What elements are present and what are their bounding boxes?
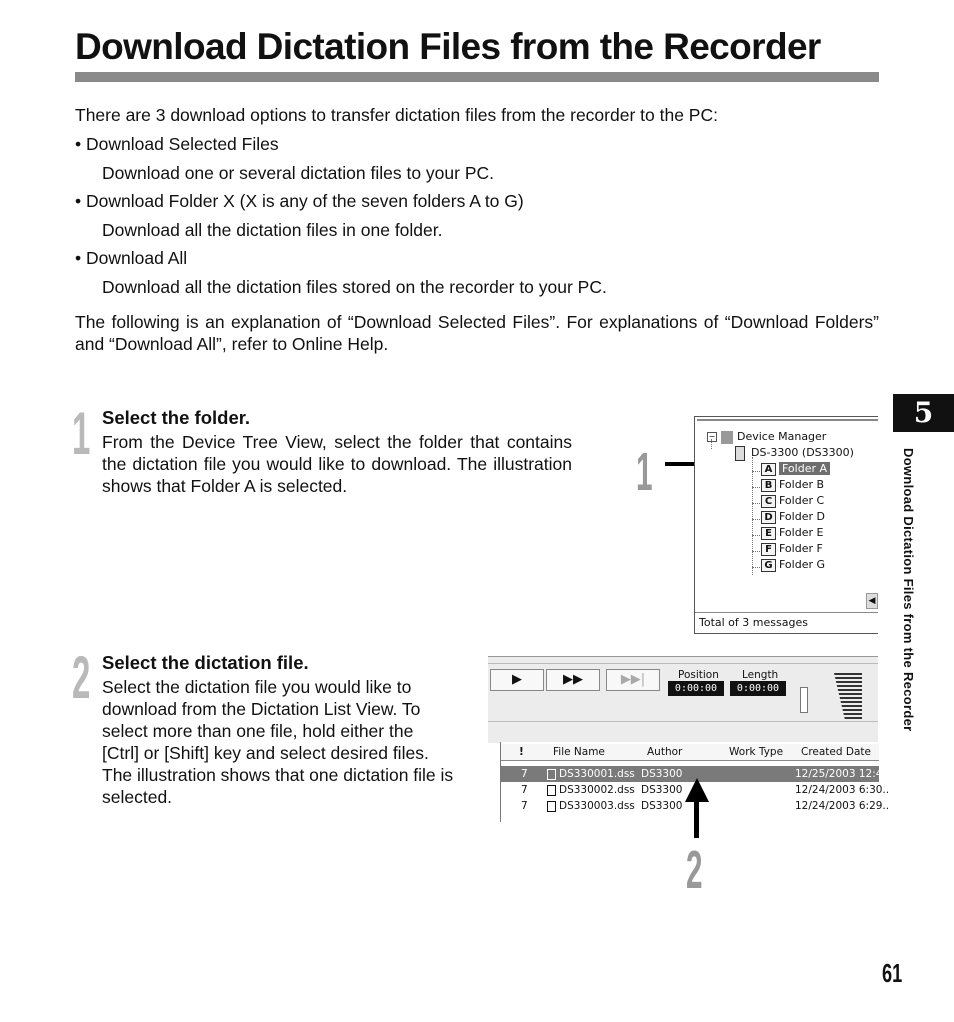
step-number: 2 (72, 644, 91, 711)
folder-icon: B (761, 479, 776, 492)
folder-icon: A (761, 463, 776, 476)
length-display: 0:00:00 (730, 681, 786, 696)
tree-label: Folder D (779, 510, 825, 523)
option-description: Download one or several dictation files to your PC. (102, 163, 495, 183)
folder-icon: E (761, 527, 776, 540)
step-body: Select the dictation file you would like to download from the Dictation List View. To select more than one file, hold either the [Ctrl] or [Shift] key and select desired files. The illustration shows that one dictation file is selected. (102, 677, 454, 807)
tree-item-folder-a[interactable] (761, 461, 830, 477)
cell-file-name: DS330003.dss (547, 798, 635, 814)
step-heading: Select the dictation file. (102, 652, 309, 673)
tree-item-device-manager[interactable] (707, 429, 826, 445)
tree-label: Folder A (779, 462, 830, 475)
position-display: 0:00:00 (668, 681, 724, 696)
column-header-author[interactable]: Author (647, 746, 683, 758)
step-heading: Select the folder. (102, 407, 251, 428)
tree-label: Folder F (779, 542, 823, 555)
position-label: Position (678, 669, 719, 681)
volume-meter-icon (834, 673, 862, 721)
column-header-priority[interactable]: ! (519, 746, 524, 758)
tree-item-folder-c[interactable] (761, 493, 824, 509)
dictation-list-view (488, 656, 890, 822)
cell-author: DS3300 (641, 784, 683, 796)
arrow-head-icon (685, 778, 709, 802)
folder-icon: C (761, 495, 776, 508)
tree-label: Folder E (779, 526, 824, 539)
play-button[interactable]: ▶ (490, 669, 544, 691)
cell-priority: 7 (521, 768, 528, 780)
option-description: Download all the dictation files in one folder. (102, 220, 443, 240)
folder-icon: D (761, 511, 776, 524)
fast-forward-button[interactable]: ▶▶ (546, 669, 600, 691)
tree-body (697, 419, 878, 607)
scroll-left-arrow-icon[interactable]: ◀ (866, 593, 878, 609)
tree-item-device[interactable] (735, 445, 854, 461)
tree-label: Folder B (779, 478, 825, 491)
column-header-work-type[interactable]: Work Type (729, 746, 784, 758)
tree-item-folder-d[interactable] (761, 509, 825, 525)
cell-priority: 7 (521, 784, 528, 796)
playback-toolbar (488, 656, 878, 743)
length-label: Length (742, 669, 779, 681)
audio-file-icon (547, 769, 556, 780)
tree-item-folder-b[interactable] (761, 477, 824, 493)
skip-end-button[interactable]: ▶▶| (606, 669, 660, 691)
option-bullet: • Download Folder X (X is any of the seven folders A to G) (75, 191, 524, 211)
section-side-label: Download Dictation Files from the Recorder (901, 448, 916, 732)
audio-file-icon (547, 785, 556, 796)
folder-icon: G (761, 559, 776, 572)
intro-text: There are 3 download options to transfer dictation files from the recorder to the PC: (75, 105, 718, 125)
device-tree-view (694, 416, 878, 634)
slider-icon[interactable] (800, 687, 808, 713)
recorder-icon (735, 446, 745, 461)
explanation-text: The following is an explanation of “Download Selected Files”. For explanations of “Download Folders” and “Download All”, refer to Online Help. (75, 312, 879, 354)
toolbar-top-strip (488, 657, 878, 664)
chapter-tab: 5 (893, 394, 954, 432)
option-bullet: • Download All (75, 248, 188, 268)
tree-item-folder-f[interactable] (761, 541, 823, 557)
device-manager-icon (721, 431, 733, 444)
toolbar-divider (488, 721, 878, 722)
page-number: 61 (882, 958, 903, 988)
list-header (501, 744, 879, 761)
tree-item-folder-e[interactable] (761, 525, 823, 541)
audio-file-icon (547, 801, 556, 812)
title-underline (75, 72, 879, 82)
cell-priority: 7 (521, 800, 528, 812)
option-description: Download all the dictation files stored on the recorder to your PC. (102, 277, 607, 297)
cell-file-name: DS330002.dss (547, 782, 635, 798)
cell-created-date: 12/24/2003 6:29.. (795, 800, 890, 812)
cell-file-name: DS330001.dss (547, 766, 635, 782)
callout-arrow (694, 800, 699, 838)
callout-number: 2 (686, 840, 703, 900)
folder-icon: F (761, 543, 776, 556)
status-bar: Total of 3 messages (695, 612, 878, 633)
cell-created-date: 12/25/2003 12:4.. (795, 768, 890, 780)
column-header-file-name[interactable]: File Name (553, 746, 605, 758)
tree-item-folder-g[interactable] (761, 557, 825, 573)
cell-author: DS3300 (641, 800, 683, 812)
tree-label: Folder C (779, 494, 825, 507)
column-header-created-date[interactable]: Created Date (801, 746, 871, 758)
page-title: Download Dictation Files from the Recorder (75, 26, 821, 67)
step-body: From the Device Tree View, select the folder that contains the dictation file you would like to download. The illustration shows that Folder A is selected. (102, 432, 572, 496)
tree-label: Folder G (779, 558, 826, 571)
tree-label: Device Manager (737, 430, 827, 443)
callout-number: 1 (636, 442, 653, 502)
step-number: 1 (72, 400, 91, 467)
option-bullet: • Download Selected Files (75, 134, 279, 154)
cell-created-date: 12/24/2003 6:30.. (795, 784, 890, 796)
collapse-icon[interactable]: − (708, 432, 716, 441)
tree-label: DS-3300 (DS3300) (751, 446, 854, 459)
cell-author: DS3300 (641, 768, 683, 780)
